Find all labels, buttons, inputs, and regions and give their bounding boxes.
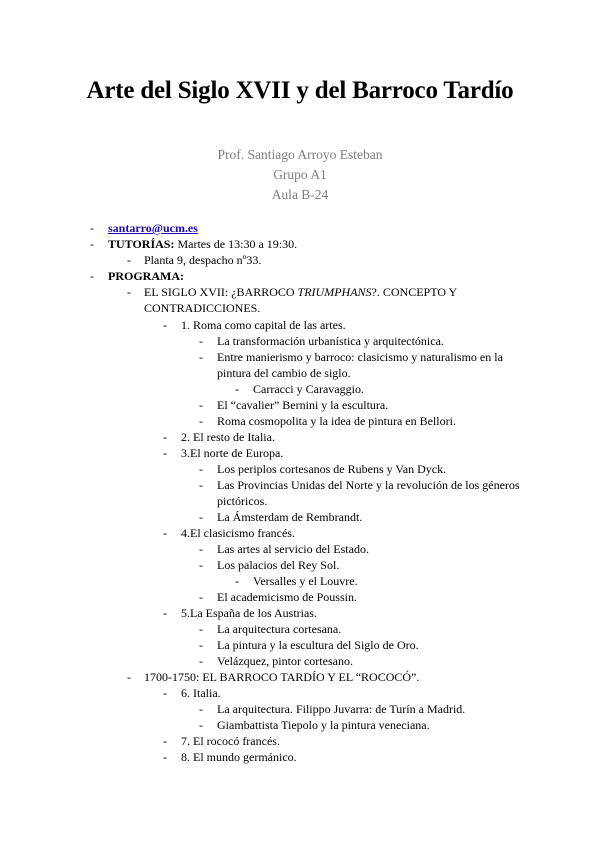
list-item: 8. El mundo germánico.: [181, 750, 297, 764]
list-item: Los periplos cortesanos de Rubens y Van Dyck.: [217, 462, 447, 476]
list-item: Roma cosmopolita y la idea de pintura en Bellori.: [217, 414, 456, 428]
bullet-dash: -: [199, 350, 203, 364]
email-link[interactable]: santarro@ucm.es: [108, 221, 198, 235]
bullet-dash: -: [90, 221, 94, 235]
bullet-dash: -: [90, 269, 94, 283]
list-item: 6. Italia.: [181, 686, 221, 700]
list-item: El “cavalier” Bernini y la escultura.: [217, 398, 389, 412]
bullet-dash: -: [199, 702, 203, 716]
document-title: Arte del Siglo XVII y del Barroco Tardío: [86, 77, 514, 104]
bullet-dash: -: [199, 478, 203, 492]
bullet-dash: -: [199, 654, 203, 668]
email-link-item: [108, 220, 198, 236]
bullet-dash: -: [199, 542, 203, 556]
bullet-dash: -: [90, 237, 94, 251]
bullet-dash: -: [199, 510, 203, 524]
bullet-dash: -: [163, 446, 167, 460]
list-item: La arquitectura cortesana.: [217, 622, 342, 636]
tutorias-text: Martes de 13:30 a 19:30.: [174, 237, 298, 251]
bullet-dash: -: [199, 414, 203, 428]
list-item: 2. El resto de Italia.: [181, 430, 275, 444]
list-item: 3.El norte de Europa.: [181, 446, 284, 460]
list-item: Versalles y el Louvre.: [253, 574, 358, 588]
professor-name: Prof. Santiago Arroyo Esteban: [217, 147, 383, 162]
bullet-dash: -: [199, 334, 203, 348]
list-item: La Ámsterdam de Rembrandt.: [217, 510, 363, 524]
tutorias-label: TUTORÍAS:: [108, 237, 175, 251]
list-item: Giambattista Tiepolo y la pintura veneciana.: [217, 718, 430, 732]
programa-heading: PROGRAMA:: [108, 269, 184, 283]
list-item: Las Provincias Unidas del Norte y la revolución de los géneros pictóricos.: [217, 478, 520, 508]
bullet-dash: -: [199, 590, 203, 604]
list-item: La transformación urbanística y arquitectónica.: [217, 334, 444, 348]
bullet-dash: -: [235, 574, 239, 588]
tutorias-item: [108, 236, 297, 252]
list-item: Velázquez, pintor cortesano.: [217, 654, 353, 668]
bullet-dash: -: [163, 750, 167, 764]
list-item: 7. El rococó francés.: [181, 734, 280, 748]
bullet-dash: -: [163, 318, 167, 332]
bullet-dash: -: [235, 382, 239, 396]
list-item: Entre manierismo y barroco: clasicismo y naturalismo en la pintura del cambio de siglo.: [217, 350, 503, 380]
bullet-dash: -: [127, 285, 131, 299]
section-2-title: 1700-1750: EL BARROCO TARDÍO Y EL “ROCOCÓ”.: [144, 670, 420, 684]
list-item: 5.La España de los Austrias.: [181, 606, 317, 620]
list-item: El academicismo de Poussin.: [217, 590, 357, 604]
list-item: Las artes al servicio del Estado.: [217, 542, 369, 556]
bullet-dash: -: [127, 670, 131, 684]
room-label: Aula B-24: [271, 187, 329, 202]
bullet-dash: -: [199, 398, 203, 412]
bullet-dash: -: [163, 686, 167, 700]
bullet-dash: -: [199, 462, 203, 476]
list-item: Los palacios del Rey Sol.: [217, 558, 340, 572]
list-item: Carracci y Caravaggio.: [253, 382, 364, 396]
bullet-dash: -: [163, 526, 167, 540]
bullet-dash: -: [127, 253, 131, 267]
list-item: La arquitectura. Filippo Juvarra: de Turín a Madrid.: [217, 702, 466, 716]
bullet-dash: -: [163, 734, 167, 748]
bullet-dash: -: [199, 622, 203, 636]
bullet-dash: -: [199, 718, 203, 732]
bullet-dash: -: [163, 606, 167, 620]
office-item: Planta 9, despacho nº33.: [144, 253, 262, 267]
list-item: 4.El clasicismo francés.: [181, 526, 295, 540]
bullet-dash: -: [199, 558, 203, 572]
group-label: Grupo A1: [273, 167, 327, 182]
section-1-title: EL SIGLO XVII: ¿BARROCO TRIUMPHANS?. CONCEPTO Y CONTRADICCIONES.: [144, 285, 457, 315]
bullet-dash: -: [163, 430, 167, 444]
list-item: 1. Roma como capital de las artes.: [181, 318, 346, 332]
bullet-dash: -: [199, 638, 203, 652]
list-item: La pintura y la escultura del Siglo de Oro.: [217, 638, 419, 652]
